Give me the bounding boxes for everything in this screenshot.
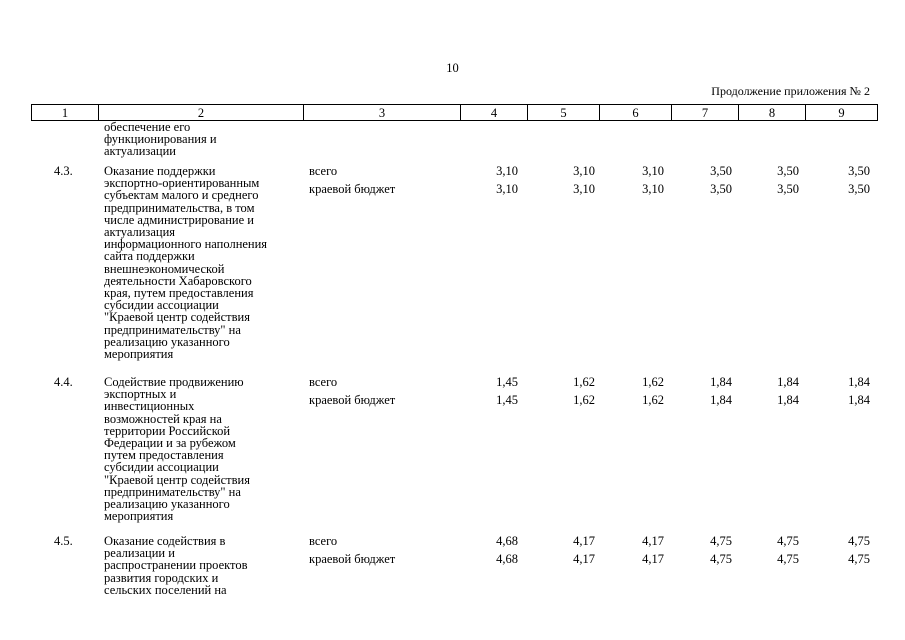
value-col-7: 1,84 — [710, 393, 732, 407]
value-col-6: 4,17 — [642, 534, 664, 548]
desc-line: субсидии ассоциации — [104, 460, 219, 475]
value-col-8: 4,75 — [777, 552, 799, 566]
value-col-4: 3,10 — [496, 164, 518, 178]
desc-line: числе администрирование и — [104, 212, 254, 227]
value-col-7: 3,50 — [710, 164, 732, 178]
desc-line: предпринимательству" на — [104, 322, 241, 337]
value-col-9: 3,50 — [848, 182, 870, 196]
desc-line: мероприятия — [104, 509, 174, 524]
value-col-8: 1,84 — [777, 375, 799, 389]
desc-line: развития городских и — [104, 570, 219, 585]
desc-line: Оказание поддержки — [104, 164, 216, 178]
value-col-4: 4,68 — [496, 552, 518, 566]
value-col-4: 1,45 — [496, 375, 518, 389]
desc-line: мероприятия — [104, 347, 174, 362]
funding-source: всего — [309, 375, 338, 389]
header-col-7: 7 — [672, 105, 739, 121]
desc-line: распространении проектов — [104, 558, 248, 573]
desc-line: актуализации — [104, 144, 176, 159]
table-header — [31, 104, 878, 121]
desc-line: реализации и — [104, 546, 175, 561]
value-col-5: 3,10 — [573, 182, 595, 196]
desc-line: Оказание содействия в — [104, 534, 226, 548]
desc-line: предпринимательству" на — [104, 484, 241, 499]
desc-line: деятельности Хабаровского — [104, 273, 252, 288]
value-col-9: 1,84 — [848, 393, 870, 407]
funding-line-regional — [31, 394, 877, 412]
value-col-8: 4,75 — [777, 534, 799, 548]
header-col-3: 3 — [304, 105, 461, 121]
funding-line-total — [31, 376, 877, 394]
desc-line: края, путем предоставления — [104, 286, 254, 301]
value-col-5: 4,17 — [573, 534, 595, 548]
value-col-6: 1,62 — [642, 375, 664, 389]
header-col-1: 1 — [32, 105, 99, 121]
desc-line: актуализация — [104, 225, 176, 240]
desc-line: реализацию указанного — [104, 497, 230, 512]
value-col-8: 3,50 — [777, 182, 799, 196]
value-col-5: 1,62 — [573, 393, 595, 407]
desc-line: Содействие продвижению — [104, 375, 244, 389]
header-col-6: 6 — [600, 105, 672, 121]
funding-line-regional — [31, 553, 877, 571]
header-col-4: 4 — [461, 105, 528, 121]
desc-line: информационного наполнения — [104, 237, 268, 252]
funding-line-total — [31, 165, 877, 183]
value-col-7: 4,75 — [710, 534, 732, 548]
funding-line-regional — [31, 183, 877, 201]
value-col-9: 4,75 — [848, 552, 870, 566]
row-number: 4.3. — [54, 164, 73, 178]
value-col-8: 3,50 — [777, 164, 799, 178]
desc-line: возможностей края на — [104, 411, 222, 426]
continued-description — [104, 121, 314, 158]
funding-line-total — [31, 535, 877, 553]
desc-line: инвестиционных — [104, 399, 195, 414]
desc-line: Федерации и за рубежом — [104, 436, 236, 451]
desc-line: сельских поселений на — [104, 582, 227, 597]
desc-line: "Краевой центр содействия — [104, 310, 250, 325]
desc-line: обеспечение его — [104, 120, 191, 134]
value-col-4: 3,10 — [496, 182, 518, 196]
header-col-2: 2 — [99, 105, 304, 121]
value-col-6: 3,10 — [642, 182, 664, 196]
desc-line: предпринимательства, в том — [104, 200, 255, 215]
value-col-6: 4,17 — [642, 552, 664, 566]
continuation-label: Продолжение приложения № 2 — [711, 84, 870, 98]
funding-source: всего — [309, 534, 338, 548]
desc-line: реализацию указанного — [104, 334, 230, 349]
value-col-6: 1,62 — [642, 393, 664, 407]
value-col-4: 1,45 — [496, 393, 518, 407]
desc-line: экспортно-ориентированным — [104, 176, 260, 191]
value-col-6: 3,10 — [642, 164, 664, 178]
funding-source: краевой бюджет — [309, 552, 396, 566]
desc-line: экспортных и — [104, 387, 177, 402]
value-col-5: 1,62 — [573, 375, 595, 389]
funding-source: краевой бюджет — [309, 393, 396, 407]
value-col-8: 1,84 — [777, 393, 799, 407]
desc-line: путем предоставления — [104, 448, 224, 463]
desc-line: сайта поддержки — [104, 249, 195, 264]
row-number: 4.5. — [54, 534, 73, 548]
desc-line: субъектам малого и среднего — [104, 188, 259, 203]
page-number: 10 — [446, 61, 459, 75]
funding-source: всего — [309, 164, 338, 178]
header-col-5: 5 — [528, 105, 600, 121]
value-col-9: 4,75 — [848, 534, 870, 548]
value-col-7: 4,75 — [710, 552, 732, 566]
desc-line: субсидии ассоциации — [104, 298, 219, 313]
value-col-9: 3,50 — [848, 164, 870, 178]
value-col-5: 4,17 — [573, 552, 595, 566]
row-number: 4.4. — [54, 375, 73, 389]
desc-line: внешнеэкономической — [104, 261, 225, 276]
value-col-7: 3,50 — [710, 182, 732, 196]
desc-line: "Краевой центр содействия — [104, 472, 250, 487]
value-col-5: 3,10 — [573, 164, 595, 178]
value-col-7: 1,84 — [710, 375, 732, 389]
value-col-9: 1,84 — [848, 375, 870, 389]
header-col-8: 8 — [739, 105, 806, 121]
funding-source: краевой бюджет — [309, 182, 396, 196]
value-col-4: 4,68 — [496, 534, 518, 548]
header-col-9: 9 — [806, 105, 878, 121]
desc-line: территории Российской — [104, 423, 231, 438]
desc-line: функционирования и — [104, 132, 217, 147]
